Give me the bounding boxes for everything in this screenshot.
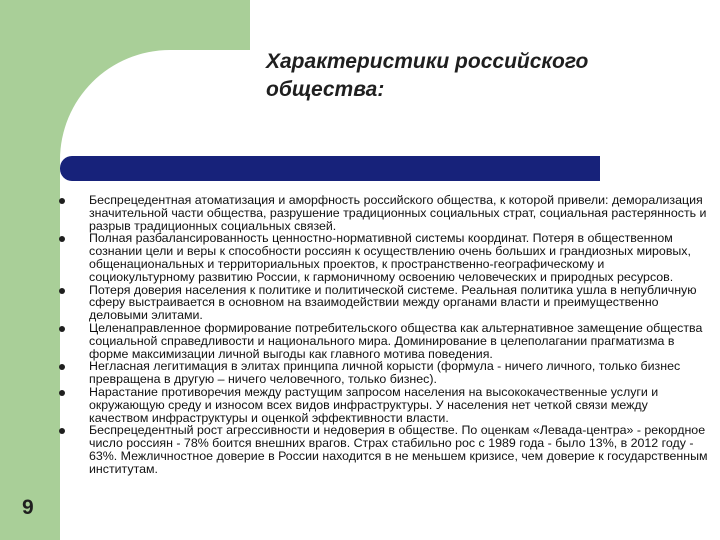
list-item-text: Потеря доверия населения к политике и политической системе. Реальная политика ушла в непубличную сферу выстраивается в основном на взаимодействии между органами власти и преимущественно деловыми элитами.: [89, 282, 697, 323]
bullet-dot-icon: [59, 326, 65, 332]
title-divider-bar: [60, 156, 600, 181]
list-item-text: Полная разбалансированность ценностно-нормативной системы координат. Потеря в общественном сознании цели и веры к способности россиян к осуществлению очень больших и грандиозных мировых, общенациональных и территориальных проектов, к пространственно-географическому и социокультурному развитию России, к гармоничному освоению человеческих и природных ресурсов.: [89, 231, 691, 284]
slide-title-line-2: общества:: [266, 78, 385, 101]
bullet-dot-icon: [59, 428, 65, 434]
list-item-text: Беспрецедентная атоматизация и аморфность российского общества, к которой привели: деморализация значительной части общества, разрушение традиционных социальных страт, социальная растерянность и разрыв традиционных социальных связей.: [89, 193, 707, 233]
list-item: [89, 194, 709, 232]
list-item: [89, 360, 709, 386]
list-item-text: Негласная легитимация в элитах принципа личной корысти (формула - ничего личного, только бизнес превращена в другую – ничего человечного, только бизнес).: [89, 359, 681, 387]
list-item: [89, 284, 709, 322]
bullet-dot-icon: [59, 198, 65, 204]
list-item-text: Нарастание противоречия между растущим запросом населения на высококачественные услуги и окружающую среду и износом всех видов инфраструктуры. У населения нет четкой связи между качеством инфраструктуры и оценкой эффективности власти.: [89, 384, 659, 425]
bullet-list: [89, 194, 709, 476]
list-item-text: Целенаправленное формирование потребительского общества как альтернативное замещение общества социальной справедливости и национального мира. Доминирование в целеполагании прагматизма в форме максимизации личной выгоды как главного мотива поведения.: [89, 320, 703, 361]
bullet-dot-icon: [59, 288, 65, 294]
page-number: 9: [22, 496, 34, 519]
list-item: [89, 424, 709, 475]
slide-title: [266, 48, 666, 104]
list-item: [89, 232, 709, 283]
list-item: [89, 322, 709, 360]
list-item: [89, 386, 709, 424]
bullet-dot-icon: [59, 364, 65, 370]
list-item-text: Беспрецедентный рост агрессивности и недоверия в обществе. По оценкам «Левада-центра» - рекордное число россиян - 78% боится внешних врагов. Страх стабильно рос с 1989 года - было 13%, в 2012 году - 63%. Межличностное доверие в России находится в не меньшем кризисе, чем доверие к государственным институтам.: [89, 423, 708, 476]
slide-title-line-1: Характеристики российского: [266, 50, 589, 73]
bullet-dot-icon: [59, 390, 65, 396]
